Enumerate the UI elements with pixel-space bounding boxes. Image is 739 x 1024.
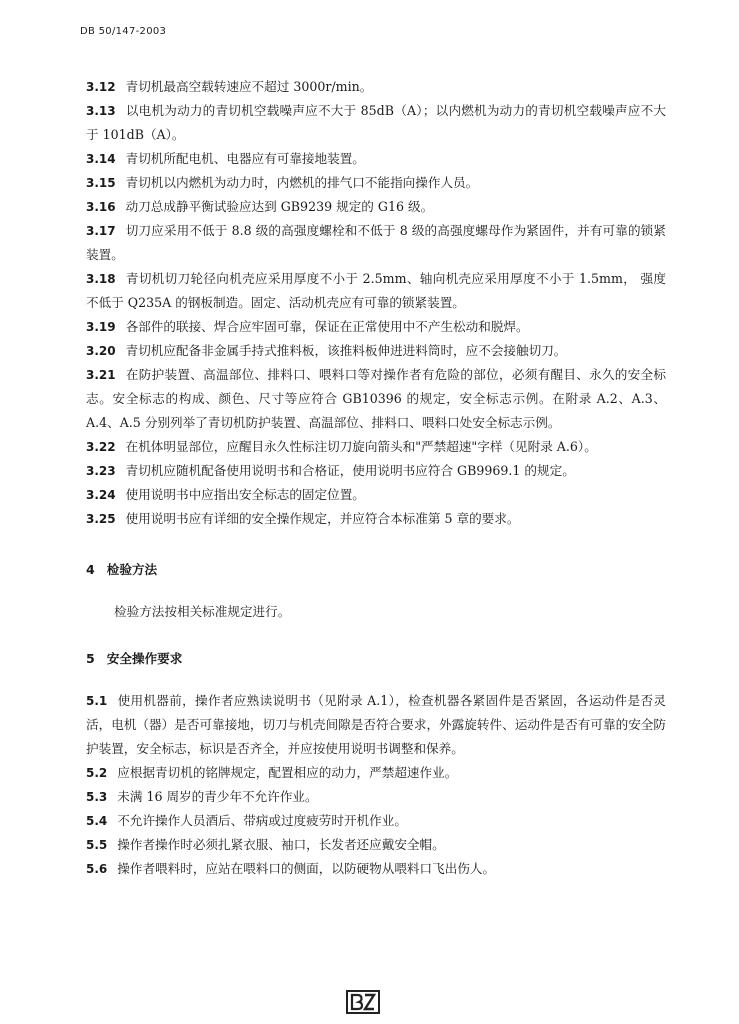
clause-number: 3.15	[86, 176, 116, 190]
clause-number: 5.2	[86, 766, 108, 780]
clause-text: 使用说明书应有详细的安全操作规定，并应符合本标准第 5 章的要求。	[125, 511, 520, 526]
clause-text: 使用说明书中应指出安全标志的固定位置。	[125, 487, 365, 502]
clause-number: 3.14	[86, 152, 116, 166]
clause-3-23	[86, 459, 666, 483]
section-4-heading	[86, 559, 666, 578]
clause-5-5	[86, 833, 666, 857]
clause-number: 3.23	[86, 464, 116, 478]
clause-3-19	[86, 315, 666, 339]
clause-number: 3.21	[86, 368, 116, 382]
clause-3-21	[86, 363, 666, 435]
clause-3-18	[86, 267, 666, 315]
clause-number: 5.6	[86, 862, 108, 876]
clause-3-20	[86, 339, 666, 363]
section-4-body: 检验方法按相关标准规定进行。	[114, 604, 291, 619]
clause-5-3	[86, 785, 666, 809]
clause-3-24	[86, 483, 666, 507]
clause-text: 在防护装置、高温部位、排料口、喂料口等对操作者有危险的部位，必须有醒目、永久的安全标志。安全标志的构成、颜色、尺寸等应符合 GB10396 的规定，安全标志示例。在附录 A.2、A.3、A.4、A.5 分别列举了青切机防护装置、高温部位、排料口、喂料口处安全标志示例。	[86, 367, 666, 430]
clause-3-14	[86, 147, 666, 171]
clause-number: 5.1	[86, 694, 108, 708]
clause-number: 3.24	[86, 488, 116, 502]
clause-number: 3.22	[86, 440, 116, 454]
clause-number: 3.19	[86, 320, 116, 334]
clause-number: 5.5	[86, 838, 108, 852]
clause-5-6	[86, 857, 666, 881]
clause-text: 未满 16 周岁的青少年不允许作业。	[117, 789, 318, 804]
clause-number: 3.17	[86, 224, 116, 238]
clause-text: 操作者喂料时，应站在喂料口的侧面，以防硬物从喂料口飞出伤人。	[117, 861, 496, 876]
clause-number: 3.25	[86, 512, 116, 526]
document-code-header: DB 50/147-2003	[80, 26, 167, 37]
document-body	[86, 75, 666, 881]
clause-text: 各部件的联接、焊合应牢固可靠，保证在正常使用中不产生松动和脱焊。	[125, 319, 529, 334]
section-number: 4	[86, 562, 95, 577]
clause-5-1	[86, 689, 666, 761]
clause-text: 不允许操作人员酒后、带病或过度疲劳时开机作业。	[117, 813, 407, 828]
clause-text: 操作者操作时必须扎紧衣服、袖口，长发者还应戴安全帽。	[117, 837, 445, 852]
section-title: 安全操作要求	[106, 651, 183, 666]
clause-3-12	[86, 75, 666, 99]
clause-text: 青切机以内燃机为动力时，内燃机的排气口不能指向操作人员。	[125, 175, 479, 190]
clause-number: 3.18	[86, 272, 116, 286]
clause-number: 5.4	[86, 814, 108, 828]
clause-text: 青切机应随机配备使用说明书和合格证，使用说明书应符合 GB9969.1 的规定。	[125, 463, 575, 478]
clause-number: 3.12	[86, 80, 116, 94]
clause-text: 使用机器前，操作者应熟读说明书（见附录 A.1），检查机器各紧固件是否紧固，各运动件是否灵活，电机（器）是否可靠接地，切刀与机壳间隙是否符合要求，外露旋转件、运动件是否有可靠的安全防护装置，安全标志，标识是否齐全，并应按使用说明书调整和保养。	[86, 693, 666, 756]
clause-3-25	[86, 507, 666, 531]
section-number: 5	[86, 651, 95, 666]
clause-text: 在机体明显部位，应醒目永久性标注切刀旋向箭头和"严禁超速"字样（见附录 A.6）。	[125, 439, 597, 454]
section-title: 检验方法	[106, 562, 158, 577]
clause-number: 3.16	[86, 200, 116, 214]
clause-3-15	[86, 171, 666, 195]
clause-text: 青切机最高空载转速应不超过 3000r/min。	[125, 79, 373, 94]
clause-text: 以电机为动力的青切机空载噪声应不大于 85dB（A）；以内燃机为动力的青切机空载噪声应不大于 101dB（A）。	[86, 103, 666, 142]
clause-number: 3.13	[86, 104, 116, 118]
clause-text: 青切机应配备非金属手持式推料板，该推料板伸进进料筒时，应不会接触切刀。	[125, 343, 567, 358]
clause-3-22	[86, 435, 666, 459]
clause-5-2	[86, 761, 666, 785]
clause-text: 青切机切刀轮径向机壳应采用厚度不小于 2.5mm、轴向机壳应采用厚度不小于 1.5mm， 强度不低于 Q235A 的钢板制造。固定、活动机壳应有可靠的锁紧装置。	[86, 271, 666, 310]
clause-number: 5.3	[86, 790, 108, 804]
clause-text: 青切机所配电机、电器应有可靠接地装置。	[125, 151, 365, 166]
clause-number: 3.20	[86, 344, 116, 358]
clause-text: 切刀应采用不低于 8.8 级的高强度螺栓和不低于 8 级的高强度螺母作为紧固件，并有可靠的锁紧装置。	[86, 223, 666, 262]
clause-text: 应根据青切机的铭牌规定，配置相应的动力，严禁超速作业。	[117, 765, 458, 780]
clause-5-4	[86, 809, 666, 833]
section-5-heading	[86, 648, 666, 667]
clause-3-16	[86, 195, 666, 219]
clause-text: 动刀总成静平衡试验应达到 GB9239 规定的 G16 级。	[125, 199, 434, 214]
clause-3-17	[86, 219, 666, 267]
clause-3-13	[86, 99, 666, 147]
scanner-logo-icon	[346, 990, 380, 1014]
